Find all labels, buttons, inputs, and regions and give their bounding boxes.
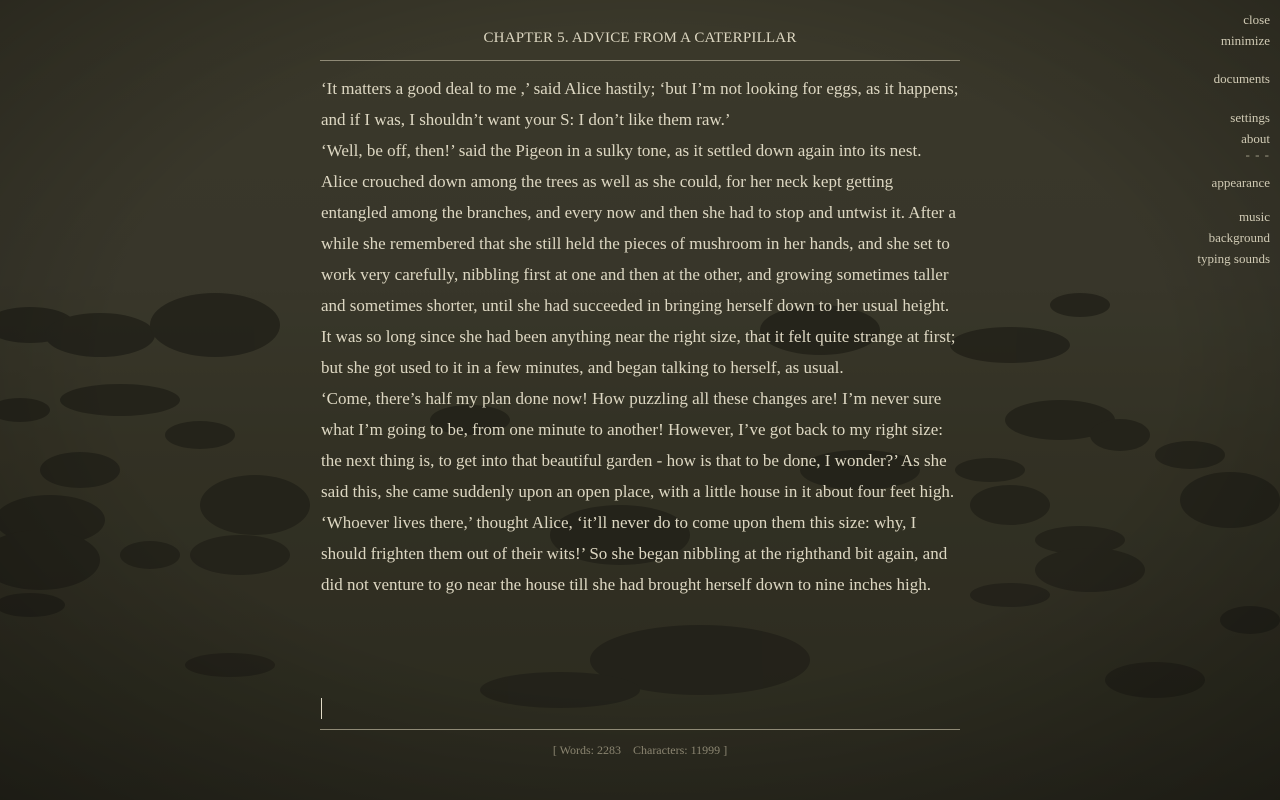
bottom-divider bbox=[320, 729, 960, 730]
side-menu bbox=[1130, 9, 1270, 269]
characters-value: 11999 bbox=[690, 743, 721, 757]
paragraph[interactable]: ‘It matters a good deal to me ,’ said Alice hastily; ‘but I’m not looking for eggs, as it happens; and if I was, I shouldn’t want your S: I don’t like them raw.’ bbox=[321, 79, 959, 129]
typing-sounds-button[interactable]: typing sounds bbox=[1197, 251, 1270, 266]
characters-label: Characters: bbox=[632, 743, 688, 757]
words-value: 2283 bbox=[596, 743, 621, 757]
word-count-status bbox=[320, 743, 960, 758]
document-text-area[interactable] bbox=[321, 73, 961, 673]
paragraph[interactable]: ‘Come, there’s half my plan done now! How puzzling all these changes are! I’m never sure what I’m going to be, from one minute to another! However, I’ve got back to my right size: the next thing is, to get into that beautiful garden - how is that to be done, I wonder?’ As she said this, she came suddenly upon an open place, with a little house in it about four feet high. ‘Whoever lives there,’ thought Alice, ‘it’ll never do to come upon them this size: why, I should frighten them out of their wits!’ So she began nibbling at the righthand bit again, and did not venture to go near the house till she had brought herself down to nine inches high. bbox=[321, 389, 955, 594]
documents-button[interactable]: documents bbox=[1213, 71, 1270, 86]
paragraph[interactable]: It was so long since she had been anything near the right size, that it felt quite strange at first; but she got used to it in a few minutes, and began talking to herself, as usual. bbox=[321, 327, 956, 377]
menu-separator: - - - bbox=[1245, 147, 1270, 162]
text-cursor bbox=[321, 698, 322, 719]
settings-button[interactable]: settings bbox=[1230, 110, 1270, 125]
stats-open-bracket: [ bbox=[552, 743, 557, 757]
top-divider bbox=[320, 60, 960, 61]
music-button[interactable]: music bbox=[1238, 209, 1270, 224]
about-button[interactable]: about bbox=[1241, 131, 1270, 146]
words-label: Words: bbox=[559, 743, 594, 757]
background-button[interactable]: background bbox=[1208, 230, 1270, 245]
chapter-title: CHAPTER 5. ADVICE FROM A CATERPILLAR bbox=[483, 30, 797, 46]
paragraph[interactable]: ‘Well, be off, then!’ said the Pigeon in a sulky tone, as it settled down again into its nest. Alice crouched down among the trees as well as she could, for her neck kept getting entangled among the branches, and every now and then she had to stop and untwist it. After a while she remembered that she still held the pieces of mushroom in her hands, and she set to work very carefully, nibbling first at one and then at the other, and growing sometimes taller and sometimes shorter, until she had succeeded in bringing herself down to her usual height. bbox=[321, 141, 956, 315]
appearance-button[interactable]: appearance bbox=[1211, 175, 1270, 190]
minimize-button[interactable]: minimize bbox=[1220, 33, 1270, 48]
close-button[interactable]: close bbox=[1243, 12, 1270, 27]
stats-close-bracket: ] bbox=[723, 743, 728, 757]
